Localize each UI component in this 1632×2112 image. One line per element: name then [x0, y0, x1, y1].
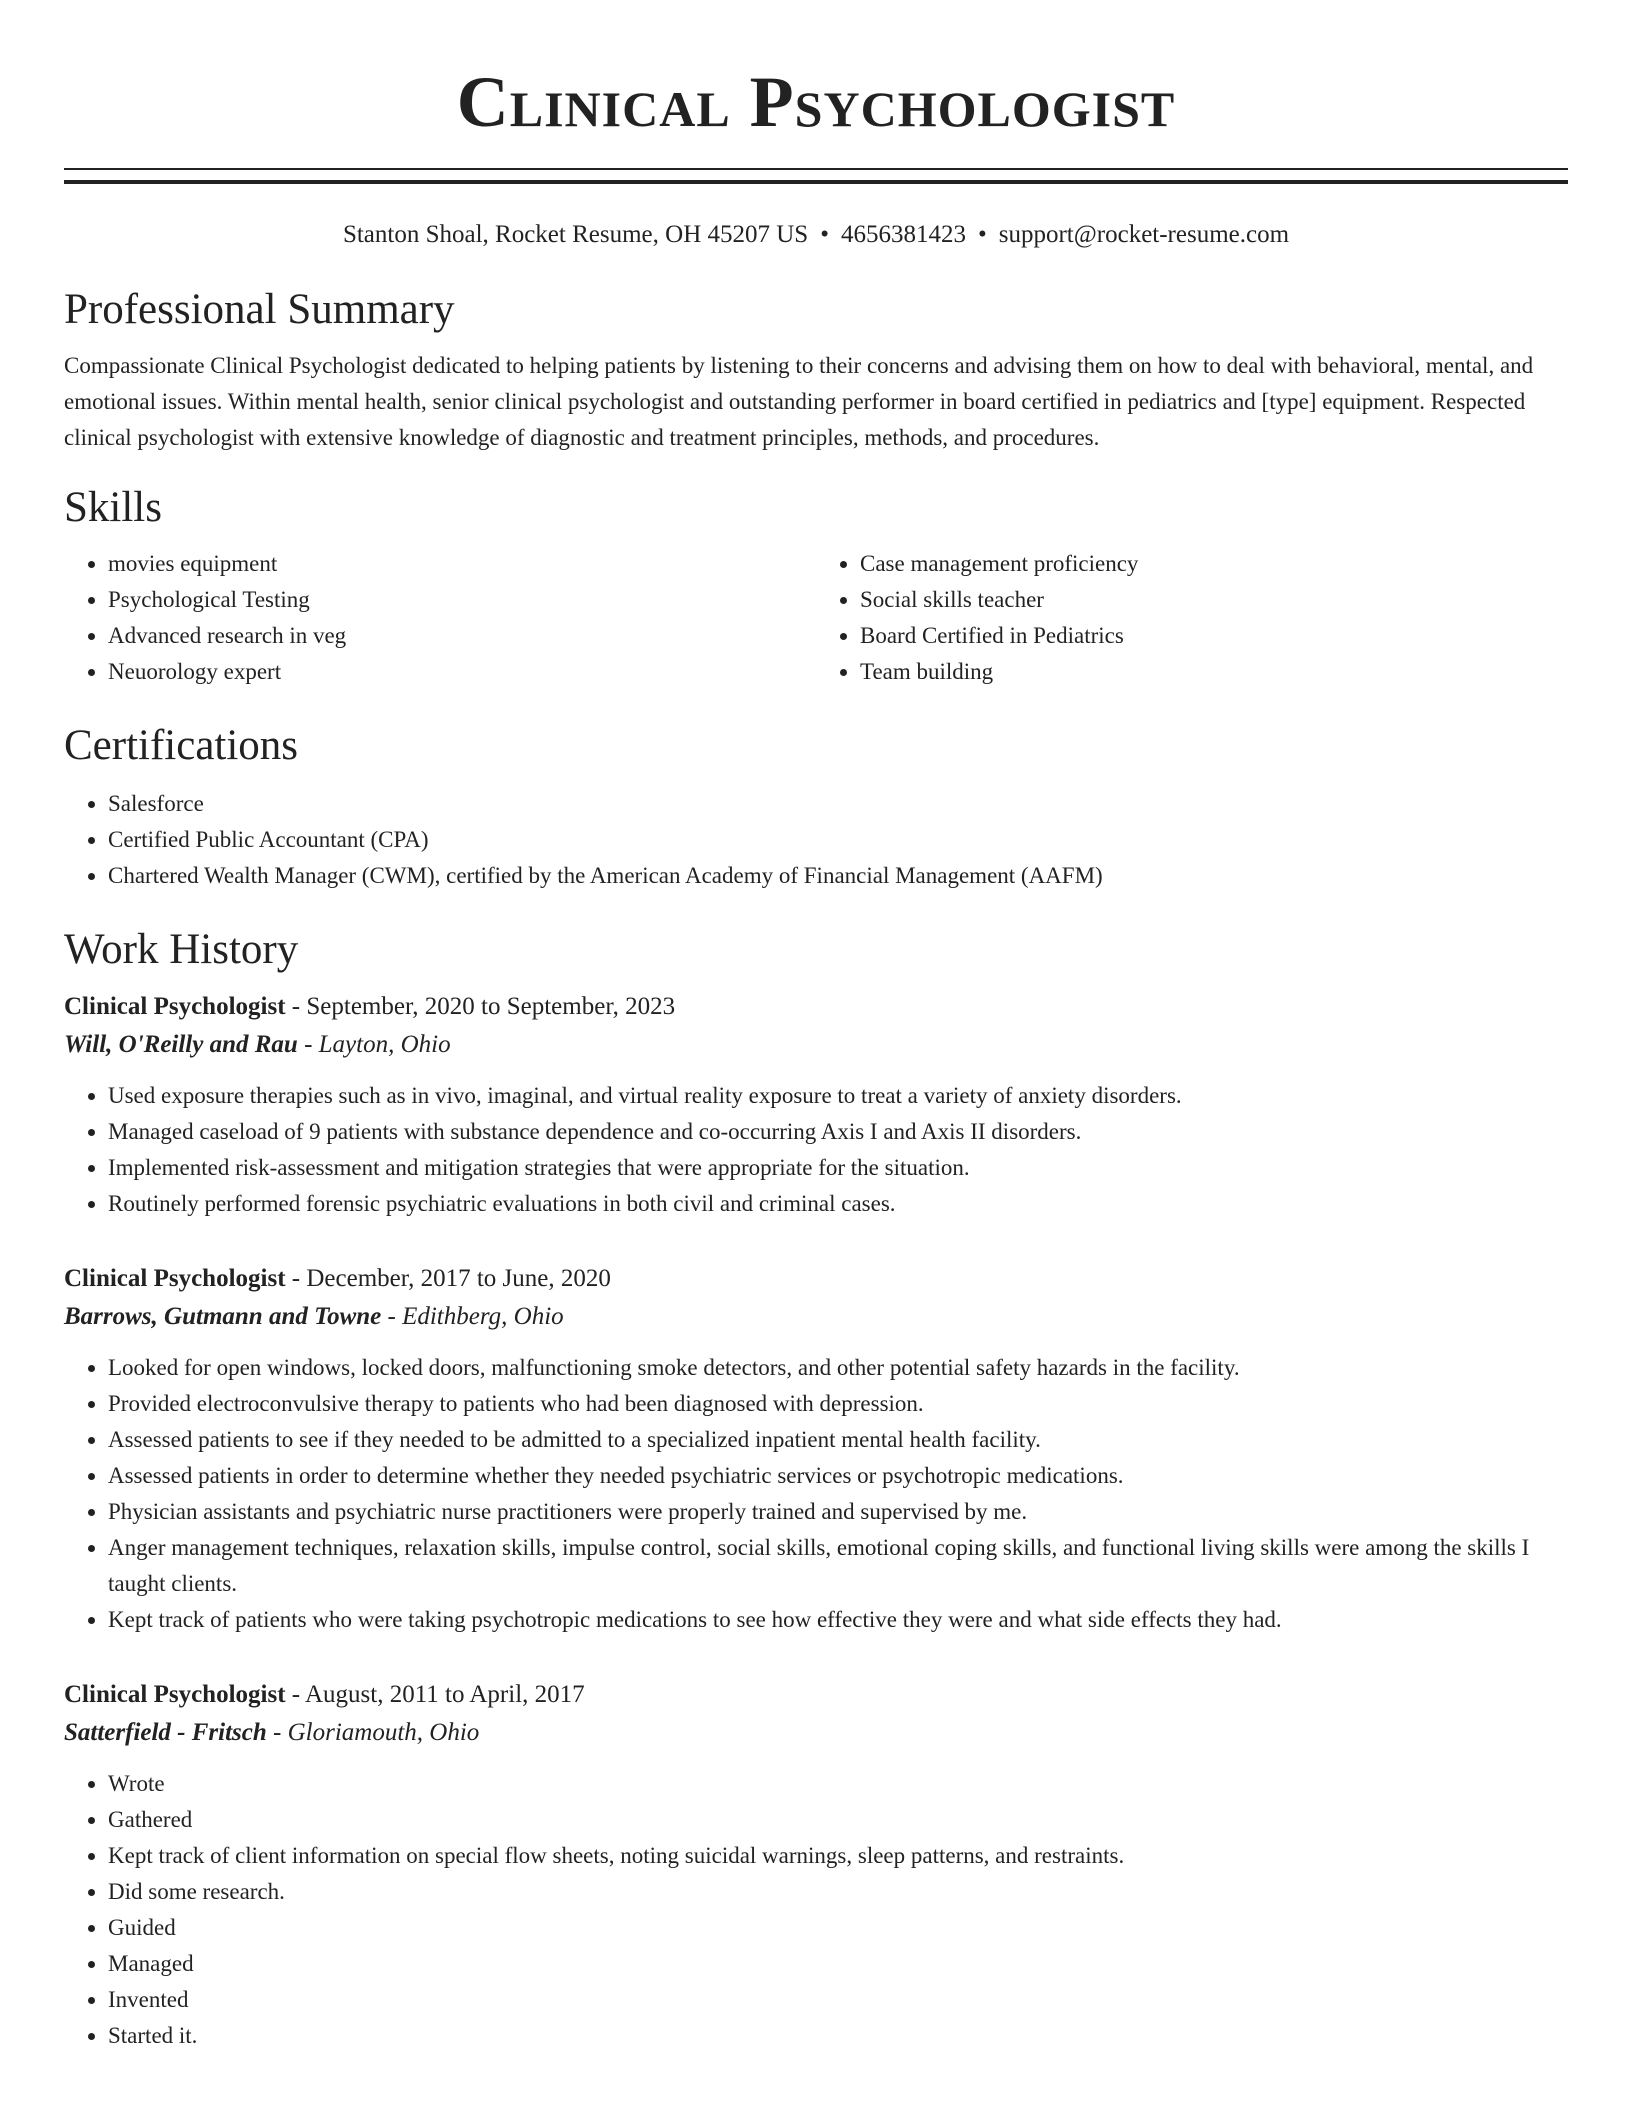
job-company-name: Satterfield - Fritsch: [64, 1719, 267, 1746]
skill-item: • Psychological Testing: [108, 582, 816, 618]
job-bullet: • Looked for open windows, locked doors, malfunctioning smoke detectors, and other potential safety hazards in the facility.: [108, 1350, 1568, 1386]
job-bullets: [64, 1078, 1568, 1222]
job-bullet: • Routinely performed forensic psychiatric evaluations in both civil and criminal cases.: [108, 1186, 1568, 1222]
job-dash: -: [285, 993, 307, 1020]
job-location: Edithberg, Ohio: [402, 1303, 564, 1330]
skills-grid: [64, 546, 1568, 690]
job-header: [64, 1676, 1568, 1714]
job-bullet: • Anger management techniques, relaxation skills, impulse control, social skills, emotional coping skills, and functional living skills were among the skills I taught clients.: [108, 1530, 1568, 1602]
job-bullet: • Kept track of patients who were taking psychotropic medications to see how effective they were and what side effects they had.: [108, 1602, 1568, 1638]
job-dates: August, 2011 to April, 2017: [305, 1681, 585, 1708]
summary-text: Compassionate Clinical Psychologist dedicated to helping patients by listening to their concerns and advising them on how to deal with behavioral, mental, and emotional issues. Within mental health, senior clinical psychologist and outstanding performer in board certified in pediatrics and [type] equipment. Respected clinical psychologist with extensive knowledge of diagnostic and treatment principles, methods, and procedures.: [64, 353, 1534, 450]
contact-phone: 4656381423: [840, 221, 966, 248]
job-company-name: Will, O'Reilly and Rau: [64, 1031, 298, 1058]
job-dash: -: [285, 1681, 305, 1708]
job-company-name: Barrows, Gutmann and Towne: [64, 1303, 382, 1330]
job-bullet: • Invented: [108, 1982, 1568, 2018]
job-employer: [64, 1026, 1568, 1064]
contact-address: Stanton Shoal, Rocket Resume, OH 45207 US: [342, 221, 809, 248]
work-history-heading: Work History: [64, 926, 299, 973]
job-employer: [64, 1298, 1568, 1336]
contact-line: [64, 218, 1568, 252]
title-double-rule: [64, 168, 1568, 184]
job-employer: [64, 1714, 1568, 1752]
skills-heading: Skills: [64, 484, 162, 531]
job-entry: [64, 1260, 1568, 1638]
job-bullet: • Started it.: [108, 2018, 1568, 2054]
certification-item: • Certified Public Accountant (CPA): [108, 822, 1568, 858]
skill-item: • Advanced research in veg: [108, 618, 816, 654]
job-entry: [64, 988, 1568, 1222]
job-bullet: • Managed caseload of 9 patients with substance dependence and co-occurring Axis I and Axis II disorders.: [108, 1114, 1568, 1150]
job-location: Gloriamouth, Ohio: [287, 1719, 480, 1746]
job-dash: -: [266, 1719, 288, 1746]
job-location: Layton, Ohio: [318, 1031, 451, 1058]
job-bullets: [64, 1766, 1568, 2054]
job-bullet: • Wrote: [108, 1766, 1568, 1802]
job-bullet: • Managed: [108, 1946, 1568, 1982]
job-bullet: • Implemented risk-assessment and mitigation strategies that were appropriate for the situation.: [108, 1150, 1568, 1186]
certifications-list: [64, 786, 1568, 894]
job-title: Clinical Psychologist: [64, 993, 286, 1020]
job-bullet: • Provided electroconvulsive therapy to patients who had been diagnosed with depression.: [108, 1386, 1568, 1422]
contact-email: support@rocket-resume.com: [998, 221, 1290, 248]
job-header: [64, 988, 1568, 1026]
job-dash: -: [381, 1303, 403, 1330]
skill-item: • Board Certified in Pediatrics: [860, 618, 1568, 654]
job-bullets: [64, 1350, 1568, 1638]
job-bullet: • Assessed patients in order to determine whether they needed psychiatric services or psychotropic medications.: [108, 1458, 1568, 1494]
job-header: [64, 1260, 1568, 1298]
skill-item: • Team building: [860, 654, 1568, 690]
skill-item: • Neuorology expert: [108, 654, 816, 690]
job-bullet: • Gathered: [108, 1802, 1568, 1838]
job-title: Clinical Psychologist: [64, 1681, 286, 1708]
job-bullet: • Kept track of client information on special flow sheets, noting suicidal warnings, sleep patterns, and restraints.: [108, 1838, 1568, 1874]
skill-item: • Case management proficiency: [860, 546, 1568, 582]
job-title: Clinical Psychologist: [64, 1265, 286, 1292]
contact-separator: •: [820, 221, 829, 248]
contact-separator: •: [977, 221, 987, 248]
summary-heading: Professional Summary: [64, 286, 455, 333]
job-bullet: • Assessed patients to see if they needed to be admitted to a specialized inpatient mental health facility.: [108, 1422, 1568, 1458]
job-bullet: • Physician assistants and psychiatric nurse practitioners were properly trained and supervised by me.: [108, 1494, 1568, 1530]
certification-item: • Salesforce: [108, 786, 1568, 822]
job-bullet: • Used exposure therapies such as in vivo, imaginal, and virtual reality exposure to treat a variety of anxiety disorders.: [108, 1078, 1568, 1114]
job-dates: December, 2017 to June, 2020: [306, 1265, 611, 1292]
job-bullet: • Guided: [108, 1910, 1568, 1946]
job-dates: September, 2020 to September, 2023: [306, 993, 676, 1020]
skill-item: • movies equipment: [108, 546, 816, 582]
job-dash: -: [297, 1031, 319, 1058]
certifications-heading: Certifications: [64, 722, 299, 769]
certification-item: • Chartered Wealth Manager (CWM), certified by the American Academy of Financial Management (AAFM): [108, 858, 1568, 894]
job-dash: -: [285, 1265, 307, 1292]
skill-item: • Social skills teacher: [860, 582, 1568, 618]
skills-column-left: [64, 546, 816, 690]
resume-title: Clinical Psychologist: [456, 62, 1176, 142]
job-entry: [64, 1676, 1568, 2054]
skills-column-right: [816, 546, 1568, 690]
job-bullet: • Did some research.: [108, 1874, 1568, 1910]
